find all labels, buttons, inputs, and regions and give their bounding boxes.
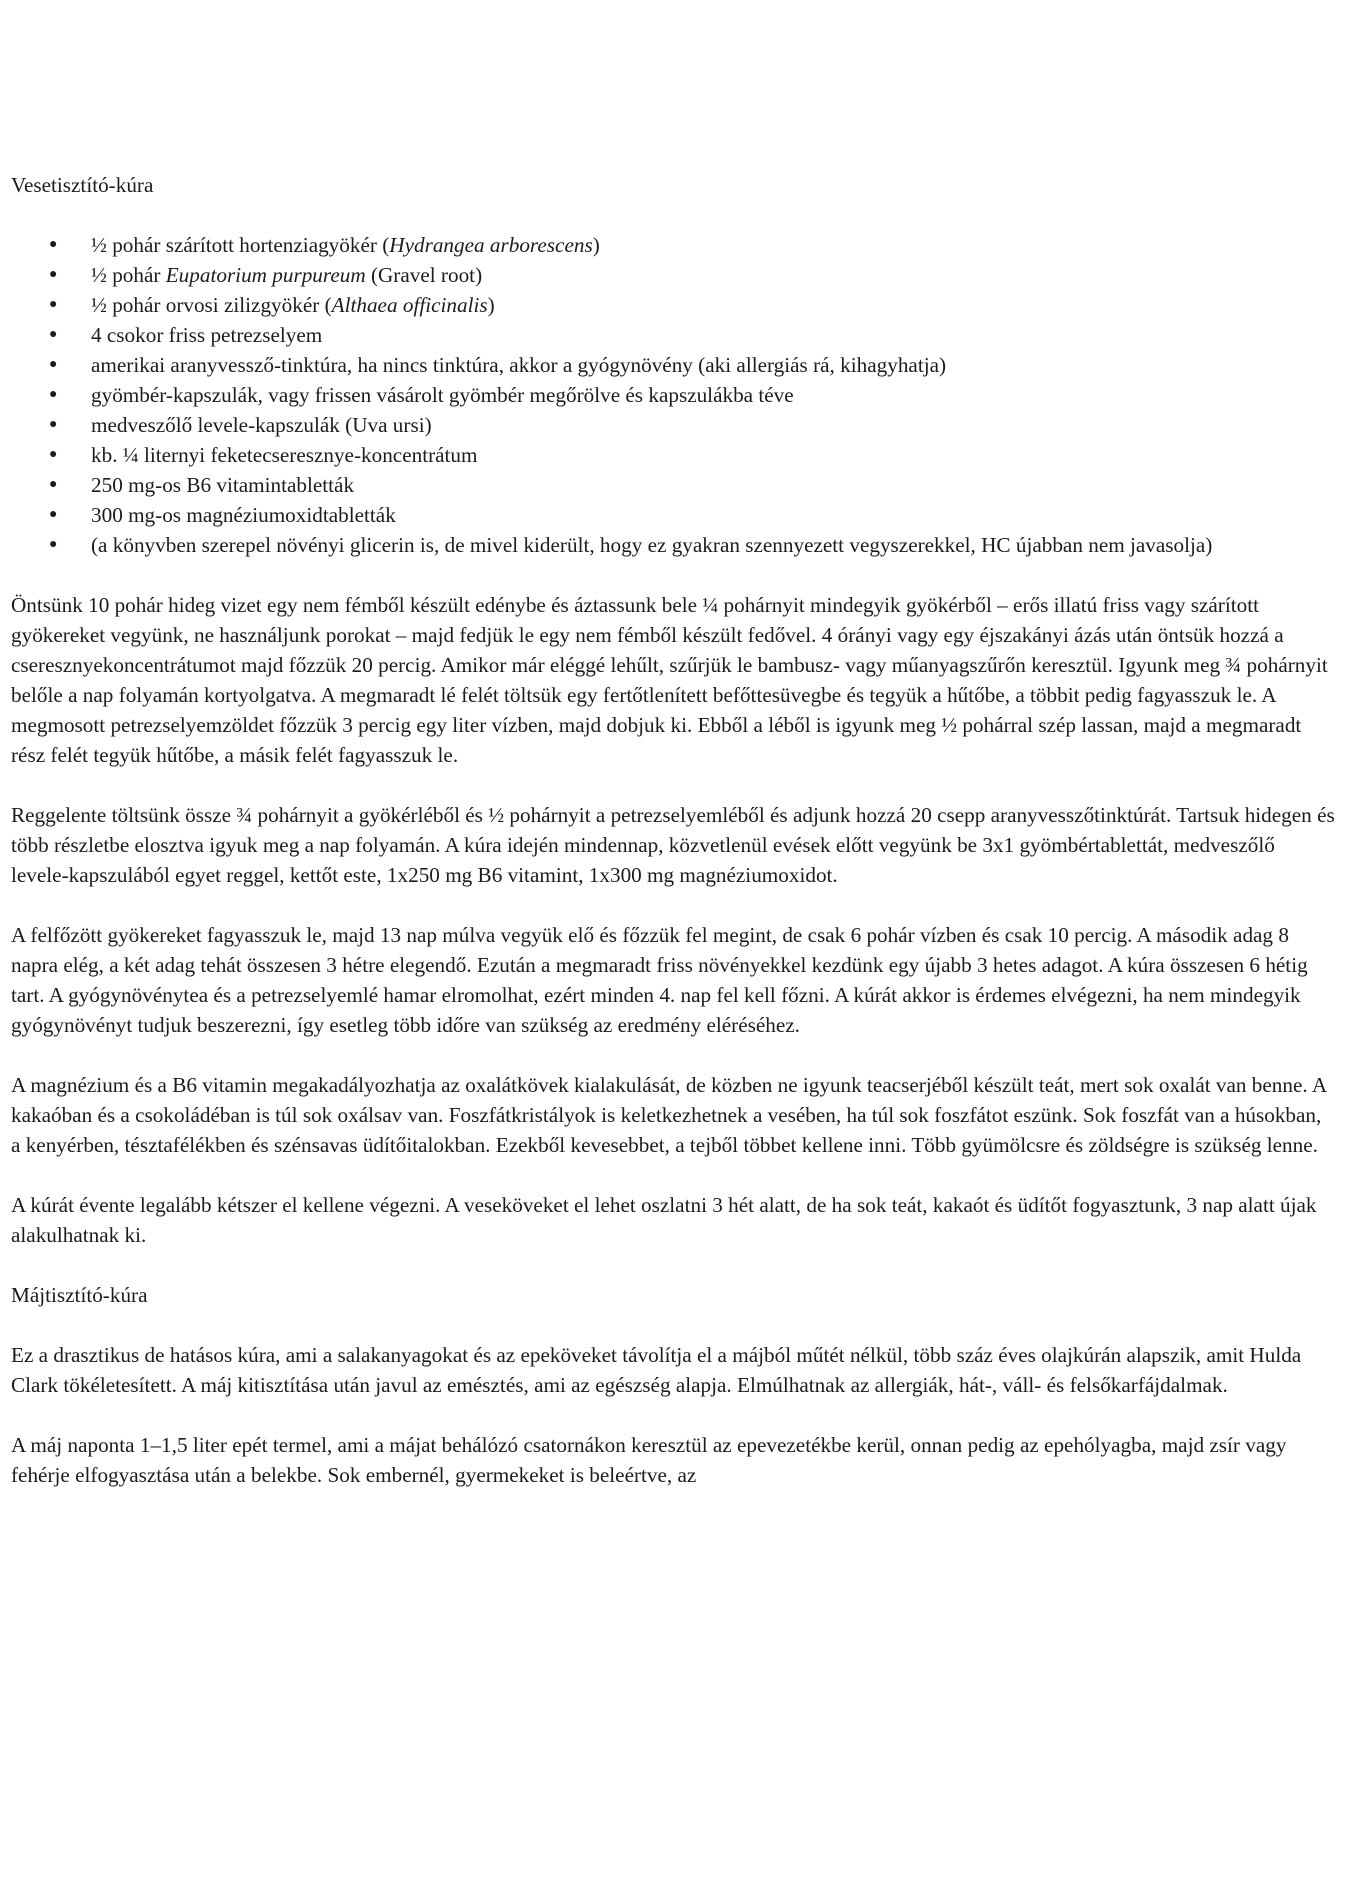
list-item: ● medveszőlő levele-kapszulák (Uva ursi) bbox=[91, 410, 1336, 440]
bullet-icon: ● bbox=[49, 417, 58, 432]
document-page bbox=[11, 170, 1336, 1520]
section-heading-liver-cleanse: Májtisztító-kúra bbox=[11, 1283, 148, 1307]
list-item: ● gyömbér-kapszulák, vagy frissen vásárolt gyömbér megőrölve és kapszulákba téve bbox=[91, 380, 1336, 410]
list-item: ● ½ pohár orvosi zilizgyökér (Althaea officinalis) bbox=[91, 290, 1336, 320]
list-item: ● amerikai aranyvessző-tinktúra, ha nincs tinktúra, akkor a gyógynövény (aki allergiás rá, kihagyhatja) bbox=[91, 350, 1336, 380]
bullet-icon: ● bbox=[49, 357, 58, 372]
list-item: ● ½ pohár Eupatorium purpureum (Gravel root) bbox=[91, 260, 1336, 290]
list-item: ● 4 csokor friss petrezselyem bbox=[91, 320, 1336, 350]
paragraph-daily-dose: Reggelente töltsünk össze ¾ pohárnyit a gyökérléből és ½ pohárnyit a petrezselyemléből és adjunk hozzá 20 csepp aranyvesszőtinktúrát. Tartsuk hidegen és több részletbe elosztva igyuk meg a nap folyamán. A kúra idején mindennap, közvetlenül evések előtt vegyünk be 3x1 gyömbértablettát, medveszőlő levele-kapszulából egyet reggel, kettőt este, 1x250 mg B6 vitamint, 1x300 mg magnéziumoxidot. bbox=[11, 803, 1335, 887]
list-item: ● ½ pohár szárított hortenziagyökér (Hydrangea arborescens) bbox=[91, 230, 1336, 260]
list-item: ● kb. ¼ liternyi feketecseresznye-koncentrátum bbox=[91, 440, 1336, 470]
paragraph-magnesium: A magnézium és a B6 vitamin megakadályozhatja az oxalátkövek kialakulását, de közben ne igyunk teacserjéből készült teát, mert sok oxalát van benne. A kakaóban és a csokoládéban is túl sok oxálsav van. Foszfátkristályok is keletkezhetnek a vesében, ha túl sok foszfátot eszünk. Sok foszfát van a húsokban, a kenyérben, tésztafélékben és szénsavas üdítőitalokban. Ezekből kevesebbet, a tejből többet kellene inni. Több gyümölcsre és zöldségre is szükség lenne. bbox=[11, 1073, 1326, 1157]
bullet-icon: ● bbox=[49, 327, 58, 342]
bullet-icon: ● bbox=[49, 537, 58, 552]
bullet-icon: ● bbox=[49, 447, 58, 462]
list-item: ● 300 mg-os magnéziumoxidtabletták bbox=[91, 500, 1336, 530]
list-item: ● (a könyvben szerepel növényi glicerin is, de mivel kiderült, hogy ez gyakran szennyezett vegyszerekkel, HC újabban nem javasolja) bbox=[91, 530, 1336, 560]
paragraph-liver-bile: A máj naponta 1–1,5 liter epét termel, ami a májat behálózó csatornákon keresztül az epevezetékbe kerül, onnan pedig az epehólyagba, majd zsír vagy fehérje elfogyasztása után a belekbe. Sok embernél, gyermekeket is beleértve, az bbox=[11, 1433, 1287, 1487]
paragraph-liver-intro: Ez a drasztikus de hatásos kúra, ami a salakanyagokat és az epeköveket távolítja el a májból műtét nélkül, több száz éves olajkúrán alapszik, amit Hulda Clark tökéletesített. A máj kitisztítása után javul az emésztés, ami az egészség alapja. Elmúlhatnak az allergiák, hát-, váll- és felsőkarfájdalmak. bbox=[11, 1343, 1302, 1397]
bullet-icon: ● bbox=[49, 387, 58, 402]
bullet-icon: ● bbox=[49, 267, 58, 282]
bullet-icon: ● bbox=[49, 477, 58, 492]
paragraph-frequency: A kúrát évente legalább kétszer el kellene végezni. A veseköveket el lehet oszlatni 3 hét alatt, de ha sok teát, kakaót és üdítőt fogyasztunk, 3 nap alatt újak alakulhatnak ki. bbox=[11, 1193, 1317, 1247]
list-item: ● 250 mg-os B6 vitamintabletták bbox=[91, 470, 1336, 500]
paragraph-second-batch: A felfőzött gyökereket fagyasszuk le, majd 13 nap múlva vegyük elő és főzzük fel megint, de csak 6 pohár vízben és csak 10 percig. A második adag 8 napra elég, a két adag tehát összesen 3 hétre elegendő. Ezután a megmaradt friss növényekkel kezdünk egy újabb 3 hetes adagot. A kúra összesen 6 hétig tart. A gyógynövénytea és a petrezselyemlé hamar elromolhat, ezért minden 4. nap fel kell főzni. A kúrát akkor is érdemes elvégezni, ha nem mindegyik gyógynövényt tudjuk beszerezni, így esetleg több időre van szükség az eredmény eléréséhez. bbox=[11, 923, 1308, 1037]
section-heading-kidney-cleanse: Vesetisztító-kúra bbox=[11, 173, 154, 197]
bullet-icon: ● bbox=[49, 237, 58, 252]
paragraph-preparation: Öntsünk 10 pohár hideg vizet egy nem fémből készült edénybe és áztassunk bele ¼ pohárnyit mindegyik gyökérből – erős illatú friss vagy szárított gyökereket vegyünk, ne használjunk porokat – majd fedjük le egy nem fémből készült fedővel. 4 órányi vagy egy éjszakányi ázás után öntsük hozzá a cseresznyekoncentrátumot majd főzzük 20 percig. Amikor már eléggé lehűlt, szűrjük le bambusz- vagy műanyagszűrőn keresztül. Igyunk meg ¾ pohárnyit belőle a nap folyamán kortyolgatva. A megmaradt lé felét töltsük egy fertőtlenített befőttesüvegbe és tegyük a hűtőbe, a többit pedig fagyasszuk le. A megmosott petrezselyemzöldet főzzük 3 percig egy liter vízben, majd dobjuk ki. Ebből a léből is igyunk meg ½ pohárral szép lassan, majd a megmaradt rész felét tegyük hűtőbe, a másik felét fagyasszuk le. bbox=[11, 593, 1328, 767]
bullet-icon: ● bbox=[49, 507, 58, 522]
ingredient-list bbox=[11, 230, 1336, 560]
bullet-icon: ● bbox=[49, 297, 58, 312]
